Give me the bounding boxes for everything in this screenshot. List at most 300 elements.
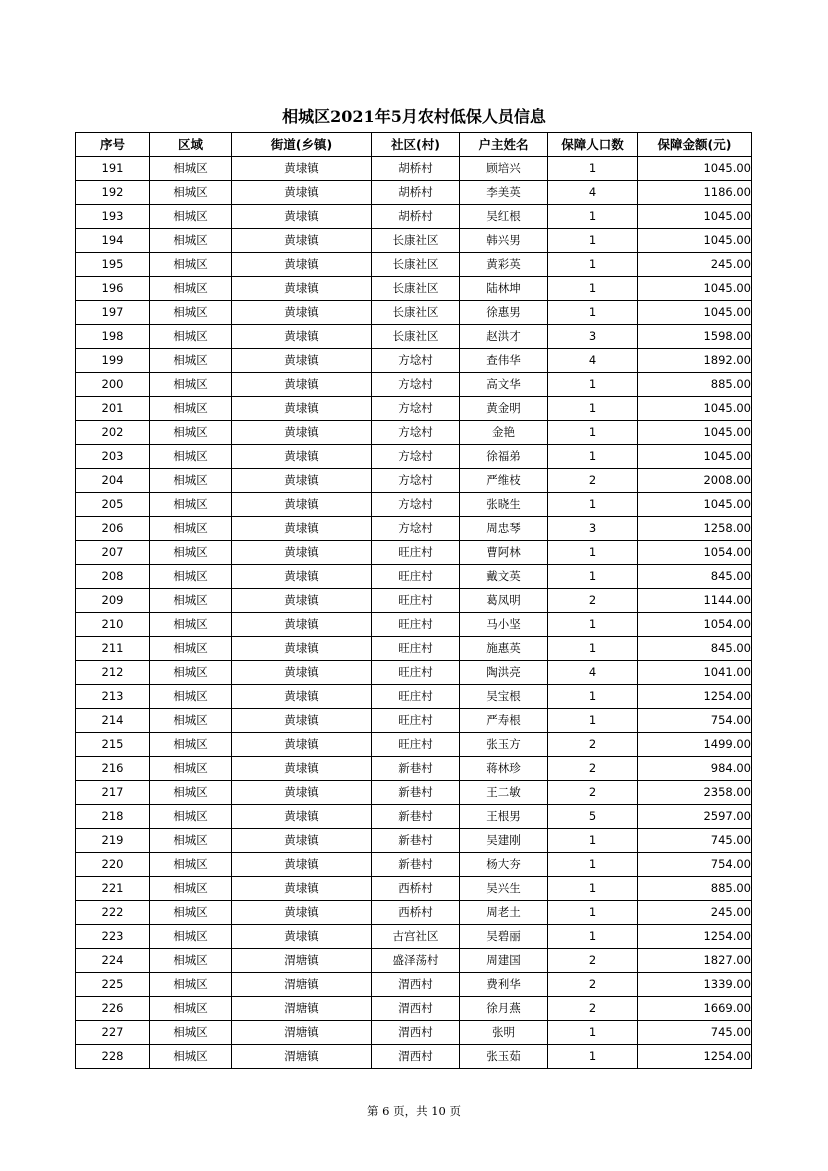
cell-amount: 1254.00 xyxy=(638,1045,752,1069)
table-row xyxy=(76,781,752,805)
cell-community: 新巷村 xyxy=(372,853,460,877)
table-row xyxy=(76,637,752,661)
cell-amount: 1054.00 xyxy=(638,613,752,637)
cell-householder: 韩兴男 xyxy=(460,229,548,253)
cell-index: 211 xyxy=(76,637,150,661)
table-row xyxy=(76,277,752,301)
cell-persons: 3 xyxy=(548,517,638,541)
cell-persons: 1 xyxy=(548,709,638,733)
cell-persons: 1 xyxy=(548,1021,638,1045)
cell-street: 黄埭镇 xyxy=(232,301,372,325)
cell-householder: 赵洪才 xyxy=(460,325,548,349)
cell-amount: 885.00 xyxy=(638,373,752,397)
cell-householder: 张晓生 xyxy=(460,493,548,517)
cell-community: 旺庄村 xyxy=(372,541,460,565)
cell-amount: 1045.00 xyxy=(638,301,752,325)
table-row xyxy=(76,301,752,325)
cell-householder: 陶洪亮 xyxy=(460,661,548,685)
cell-community: 方埝村 xyxy=(372,373,460,397)
cell-persons: 1 xyxy=(548,397,638,421)
cell-persons: 1 xyxy=(548,829,638,853)
table-row xyxy=(76,949,752,973)
cell-persons: 1 xyxy=(548,877,638,901)
cell-index: 196 xyxy=(76,277,150,301)
cell-street: 黄埭镇 xyxy=(232,757,372,781)
cell-index: 199 xyxy=(76,349,150,373)
cell-district: 相城区 xyxy=(150,325,232,349)
cell-persons: 4 xyxy=(548,349,638,373)
cell-householder: 周建国 xyxy=(460,949,548,973)
cell-amount: 1499.00 xyxy=(638,733,752,757)
table-row xyxy=(76,517,752,541)
table-row xyxy=(76,829,752,853)
cell-amount: 754.00 xyxy=(638,853,752,877)
cell-amount: 1045.00 xyxy=(638,229,752,253)
cell-index: 202 xyxy=(76,421,150,445)
cell-persons: 1 xyxy=(548,637,638,661)
cell-district: 相城区 xyxy=(150,421,232,445)
cell-street: 黄埭镇 xyxy=(232,709,372,733)
cell-index: 220 xyxy=(76,853,150,877)
cell-community: 长康社区 xyxy=(372,253,460,277)
cell-index: 225 xyxy=(76,973,150,997)
cell-householder: 周忠琴 xyxy=(460,517,548,541)
cell-district: 相城区 xyxy=(150,685,232,709)
cell-street: 黄埭镇 xyxy=(232,157,372,181)
cell-persons: 1 xyxy=(548,901,638,925)
cell-street: 黄埭镇 xyxy=(232,805,372,829)
cell-persons: 1 xyxy=(548,205,638,229)
table-row xyxy=(76,469,752,493)
cell-amount: 1258.00 xyxy=(638,517,752,541)
cell-street: 黄埭镇 xyxy=(232,325,372,349)
cell-persons: 5 xyxy=(548,805,638,829)
table-row xyxy=(76,925,752,949)
cell-amount: 245.00 xyxy=(638,901,752,925)
cell-street: 黄埭镇 xyxy=(232,877,372,901)
cell-community: 渭西村 xyxy=(372,973,460,997)
cell-district: 相城区 xyxy=(150,301,232,325)
cell-amount: 2008.00 xyxy=(638,469,752,493)
cell-amount: 745.00 xyxy=(638,829,752,853)
table-body xyxy=(76,157,752,1069)
cell-community: 旺庄村 xyxy=(372,661,460,685)
table-row xyxy=(76,445,752,469)
cell-persons: 2 xyxy=(548,757,638,781)
cell-community: 方埝村 xyxy=(372,445,460,469)
cell-amount: 984.00 xyxy=(638,757,752,781)
cell-persons: 1 xyxy=(548,421,638,445)
table-header-row xyxy=(76,133,752,157)
cell-index: 222 xyxy=(76,901,150,925)
table-row xyxy=(76,901,752,925)
cell-street: 黄埭镇 xyxy=(232,205,372,229)
cell-persons: 2 xyxy=(548,733,638,757)
cell-index: 216 xyxy=(76,757,150,781)
cell-amount: 1669.00 xyxy=(638,997,752,1021)
cell-community: 长康社区 xyxy=(372,325,460,349)
cell-amount: 745.00 xyxy=(638,1021,752,1045)
cell-street: 黄埭镇 xyxy=(232,397,372,421)
cell-amount: 1041.00 xyxy=(638,661,752,685)
table-row xyxy=(76,877,752,901)
cell-householder: 李美英 xyxy=(460,181,548,205)
cell-community: 方埝村 xyxy=(372,517,460,541)
cell-street: 黄埭镇 xyxy=(232,445,372,469)
cell-persons: 2 xyxy=(548,997,638,1021)
cell-street: 渭塘镇 xyxy=(232,997,372,1021)
cell-district: 相城区 xyxy=(150,709,232,733)
column-header-householder: 户主姓名 xyxy=(460,133,548,157)
cell-householder: 吴红根 xyxy=(460,205,548,229)
cell-householder: 吴碧丽 xyxy=(460,925,548,949)
cell-index: 215 xyxy=(76,733,150,757)
cell-index: 205 xyxy=(76,493,150,517)
cell-district: 相城区 xyxy=(150,757,232,781)
table-row xyxy=(76,157,752,181)
cell-amount: 885.00 xyxy=(638,877,752,901)
cell-street: 渭塘镇 xyxy=(232,1021,372,1045)
cell-amount: 1827.00 xyxy=(638,949,752,973)
cell-amount: 1598.00 xyxy=(638,325,752,349)
table-row xyxy=(76,805,752,829)
cell-community: 胡桥村 xyxy=(372,181,460,205)
cell-street: 黄埭镇 xyxy=(232,541,372,565)
cell-street: 黄埭镇 xyxy=(232,181,372,205)
cell-persons: 1 xyxy=(548,1045,638,1069)
cell-householder: 蒋林珍 xyxy=(460,757,548,781)
cell-district: 相城区 xyxy=(150,1021,232,1045)
table-row xyxy=(76,973,752,997)
cell-community: 方埝村 xyxy=(372,421,460,445)
cell-community: 旺庄村 xyxy=(372,733,460,757)
cell-householder: 金艳 xyxy=(460,421,548,445)
table-row xyxy=(76,373,752,397)
cell-street: 黄埭镇 xyxy=(232,469,372,493)
cell-street: 黄埭镇 xyxy=(232,733,372,757)
cell-householder: 顾培兴 xyxy=(460,157,548,181)
table-row xyxy=(76,589,752,613)
cell-index: 214 xyxy=(76,709,150,733)
cell-index: 219 xyxy=(76,829,150,853)
cell-district: 相城区 xyxy=(150,517,232,541)
cell-amount: 1045.00 xyxy=(638,157,752,181)
cell-community: 盛泽荡村 xyxy=(372,949,460,973)
cell-community: 胡桥村 xyxy=(372,205,460,229)
cell-street: 黄埭镇 xyxy=(232,925,372,949)
cell-amount: 1339.00 xyxy=(638,973,752,997)
cell-householder: 高文华 xyxy=(460,373,548,397)
cell-index: 200 xyxy=(76,373,150,397)
cell-amount: 1045.00 xyxy=(638,421,752,445)
cell-street: 黄埭镇 xyxy=(232,853,372,877)
cell-district: 相城区 xyxy=(150,733,232,757)
cell-amount: 1045.00 xyxy=(638,493,752,517)
cell-persons: 2 xyxy=(548,973,638,997)
cell-community: 西桥村 xyxy=(372,901,460,925)
cell-street: 黄埭镇 xyxy=(232,829,372,853)
table-row xyxy=(76,997,752,1021)
table-row xyxy=(76,565,752,589)
cell-street: 黄埭镇 xyxy=(232,277,372,301)
cell-persons: 1 xyxy=(548,565,638,589)
cell-community: 古宫社区 xyxy=(372,925,460,949)
cell-householder: 查伟华 xyxy=(460,349,548,373)
cell-street: 黄埭镇 xyxy=(232,517,372,541)
cell-householder: 吴建刚 xyxy=(460,829,548,853)
cell-community: 新巷村 xyxy=(372,829,460,853)
cell-amount: 1186.00 xyxy=(638,181,752,205)
cell-persons: 1 xyxy=(548,925,638,949)
table-row xyxy=(76,853,752,877)
cell-index: 227 xyxy=(76,1021,150,1045)
cell-persons: 2 xyxy=(548,589,638,613)
cell-district: 相城区 xyxy=(150,493,232,517)
table-row xyxy=(76,709,752,733)
cell-district: 相城区 xyxy=(150,925,232,949)
cell-index: 213 xyxy=(76,685,150,709)
cell-index: 201 xyxy=(76,397,150,421)
cell-community: 方埝村 xyxy=(372,397,460,421)
cell-amount: 1254.00 xyxy=(638,685,752,709)
cell-community: 胡桥村 xyxy=(372,157,460,181)
cell-persons: 2 xyxy=(548,949,638,973)
cell-district: 相城区 xyxy=(150,229,232,253)
cell-index: 226 xyxy=(76,997,150,1021)
cell-district: 相城区 xyxy=(150,901,232,925)
cell-community: 方埝村 xyxy=(372,493,460,517)
cell-district: 相城区 xyxy=(150,853,232,877)
cell-community: 方埝村 xyxy=(372,469,460,493)
cell-persons: 1 xyxy=(548,301,638,325)
cell-householder: 王二敏 xyxy=(460,781,548,805)
cell-index: 191 xyxy=(76,157,150,181)
cell-community: 旺庄村 xyxy=(372,613,460,637)
cell-district: 相城区 xyxy=(150,205,232,229)
cell-community: 新巷村 xyxy=(372,781,460,805)
cell-householder: 戴文英 xyxy=(460,565,548,589)
cell-amount: 1254.00 xyxy=(638,925,752,949)
cell-index: 204 xyxy=(76,469,150,493)
page-title: 相城区2021年5月农村低保人员信息 xyxy=(282,107,546,126)
cell-district: 相城区 xyxy=(150,589,232,613)
cell-index: 221 xyxy=(76,877,150,901)
cell-householder: 陆林坤 xyxy=(460,277,548,301)
column-header-index: 序号 xyxy=(76,133,150,157)
cell-community: 西桥村 xyxy=(372,877,460,901)
cell-amount: 1892.00 xyxy=(638,349,752,373)
cell-district: 相城区 xyxy=(150,973,232,997)
cell-householder: 严寿根 xyxy=(460,709,548,733)
cell-householder: 张玉茹 xyxy=(460,1045,548,1069)
cell-householder: 葛凤明 xyxy=(460,589,548,613)
cell-householder: 徐惠男 xyxy=(460,301,548,325)
cell-householder: 黄金明 xyxy=(460,397,548,421)
cell-index: 208 xyxy=(76,565,150,589)
cell-community: 长康社区 xyxy=(372,301,460,325)
cell-community: 旺庄村 xyxy=(372,685,460,709)
cell-persons: 1 xyxy=(548,277,638,301)
cell-persons: 1 xyxy=(548,853,638,877)
cell-district: 相城区 xyxy=(150,805,232,829)
cell-amount: 1054.00 xyxy=(638,541,752,565)
cell-community: 渭西村 xyxy=(372,997,460,1021)
cell-persons: 1 xyxy=(548,445,638,469)
table-row xyxy=(76,661,752,685)
cell-index: 228 xyxy=(76,1045,150,1069)
cell-community: 渭西村 xyxy=(372,1045,460,1069)
cell-persons: 1 xyxy=(548,541,638,565)
cell-district: 相城区 xyxy=(150,253,232,277)
cell-persons: 1 xyxy=(548,373,638,397)
cell-persons: 1 xyxy=(548,613,638,637)
cell-street: 黄埭镇 xyxy=(232,229,372,253)
cell-district: 相城区 xyxy=(150,181,232,205)
cell-district: 相城区 xyxy=(150,661,232,685)
cell-householder: 张玉方 xyxy=(460,733,548,757)
cell-street: 黄埭镇 xyxy=(232,661,372,685)
column-header-community: 社区(村) xyxy=(372,133,460,157)
cell-district: 相城区 xyxy=(150,541,232,565)
cell-householder: 吴宝根 xyxy=(460,685,548,709)
cell-district: 相城区 xyxy=(150,565,232,589)
cell-persons: 3 xyxy=(548,325,638,349)
cell-street: 黄埭镇 xyxy=(232,685,372,709)
cell-householder: 徐月燕 xyxy=(460,997,548,1021)
cell-street: 黄埭镇 xyxy=(232,349,372,373)
cell-street: 黄埭镇 xyxy=(232,901,372,925)
cell-district: 相城区 xyxy=(150,277,232,301)
table-row xyxy=(76,397,752,421)
cell-index: 192 xyxy=(76,181,150,205)
cell-district: 相城区 xyxy=(150,829,232,853)
cell-district: 相城区 xyxy=(150,397,232,421)
cell-persons: 1 xyxy=(548,229,638,253)
cell-amount: 2358.00 xyxy=(638,781,752,805)
cell-community: 渭西村 xyxy=(372,1021,460,1045)
table-row xyxy=(76,253,752,277)
cell-persons: 4 xyxy=(548,661,638,685)
cell-index: 197 xyxy=(76,301,150,325)
cell-householder: 马小坚 xyxy=(460,613,548,637)
cell-street: 渭塘镇 xyxy=(232,949,372,973)
cell-householder: 徐福弟 xyxy=(460,445,548,469)
table-row xyxy=(76,1045,752,1069)
cell-householder: 费利华 xyxy=(460,973,548,997)
cell-community: 旺庄村 xyxy=(372,709,460,733)
cell-persons: 4 xyxy=(548,181,638,205)
cell-district: 相城区 xyxy=(150,613,232,637)
cell-street: 渭塘镇 xyxy=(232,973,372,997)
cell-persons: 1 xyxy=(548,157,638,181)
cell-persons: 1 xyxy=(548,685,638,709)
cell-index: 218 xyxy=(76,805,150,829)
table-row xyxy=(76,181,752,205)
cell-amount: 1045.00 xyxy=(638,277,752,301)
cell-street: 渭塘镇 xyxy=(232,1045,372,1069)
cell-street: 黄埭镇 xyxy=(232,589,372,613)
cell-street: 黄埭镇 xyxy=(232,637,372,661)
cell-community: 长康社区 xyxy=(372,229,460,253)
cell-community: 旺庄村 xyxy=(372,589,460,613)
cell-street: 黄埭镇 xyxy=(232,253,372,277)
cell-householder: 杨大夯 xyxy=(460,853,548,877)
cell-index: 195 xyxy=(76,253,150,277)
cell-district: 相城区 xyxy=(150,781,232,805)
cell-street: 黄埭镇 xyxy=(232,613,372,637)
cell-persons: 1 xyxy=(548,253,638,277)
cell-community: 旺庄村 xyxy=(372,565,460,589)
column-header-district: 区域 xyxy=(150,133,232,157)
column-header-persons: 保障人口数 xyxy=(548,133,638,157)
low-income-table xyxy=(75,132,752,1069)
cell-householder: 张明 xyxy=(460,1021,548,1045)
cell-index: 212 xyxy=(76,661,150,685)
cell-district: 相城区 xyxy=(150,157,232,181)
cell-district: 相城区 xyxy=(150,373,232,397)
cell-street: 黄埭镇 xyxy=(232,421,372,445)
cell-street: 黄埭镇 xyxy=(232,493,372,517)
cell-index: 206 xyxy=(76,517,150,541)
cell-street: 黄埭镇 xyxy=(232,781,372,805)
cell-district: 相城区 xyxy=(150,949,232,973)
cell-amount: 845.00 xyxy=(638,637,752,661)
cell-persons: 2 xyxy=(548,781,638,805)
cell-amount: 1045.00 xyxy=(638,445,752,469)
table-row xyxy=(76,685,752,709)
cell-district: 相城区 xyxy=(150,349,232,373)
cell-index: 223 xyxy=(76,925,150,949)
table-row xyxy=(76,613,752,637)
table-row xyxy=(76,541,752,565)
cell-community: 方埝村 xyxy=(372,349,460,373)
cell-householder: 黄彩英 xyxy=(460,253,548,277)
cell-index: 193 xyxy=(76,205,150,229)
column-header-amount: 保障金额(元) xyxy=(638,133,752,157)
cell-amount: 754.00 xyxy=(638,709,752,733)
cell-persons: 2 xyxy=(548,469,638,493)
cell-householder: 周老土 xyxy=(460,901,548,925)
cell-index: 194 xyxy=(76,229,150,253)
table-row xyxy=(76,733,752,757)
cell-community: 新巷村 xyxy=(372,805,460,829)
cell-amount: 1045.00 xyxy=(638,397,752,421)
cell-persons: 1 xyxy=(548,493,638,517)
cell-community: 新巷村 xyxy=(372,757,460,781)
cell-index: 198 xyxy=(76,325,150,349)
cell-index: 207 xyxy=(76,541,150,565)
cell-amount: 1144.00 xyxy=(638,589,752,613)
cell-amount: 245.00 xyxy=(638,253,752,277)
cell-index: 210 xyxy=(76,613,150,637)
cell-householder: 吴兴生 xyxy=(460,877,548,901)
table-row xyxy=(76,325,752,349)
cell-district: 相城区 xyxy=(150,637,232,661)
page-footer: 第 6 页，共 10 页 xyxy=(366,1104,462,1118)
cell-index: 224 xyxy=(76,949,150,973)
cell-householder: 曹阿林 xyxy=(460,541,548,565)
cell-district: 相城区 xyxy=(150,997,232,1021)
cell-community: 长康社区 xyxy=(372,277,460,301)
cell-index: 217 xyxy=(76,781,150,805)
table-row xyxy=(76,205,752,229)
cell-district: 相城区 xyxy=(150,445,232,469)
cell-index: 209 xyxy=(76,589,150,613)
cell-district: 相城区 xyxy=(150,469,232,493)
cell-householder: 施惠英 xyxy=(460,637,548,661)
table-row xyxy=(76,757,752,781)
table-row xyxy=(76,349,752,373)
